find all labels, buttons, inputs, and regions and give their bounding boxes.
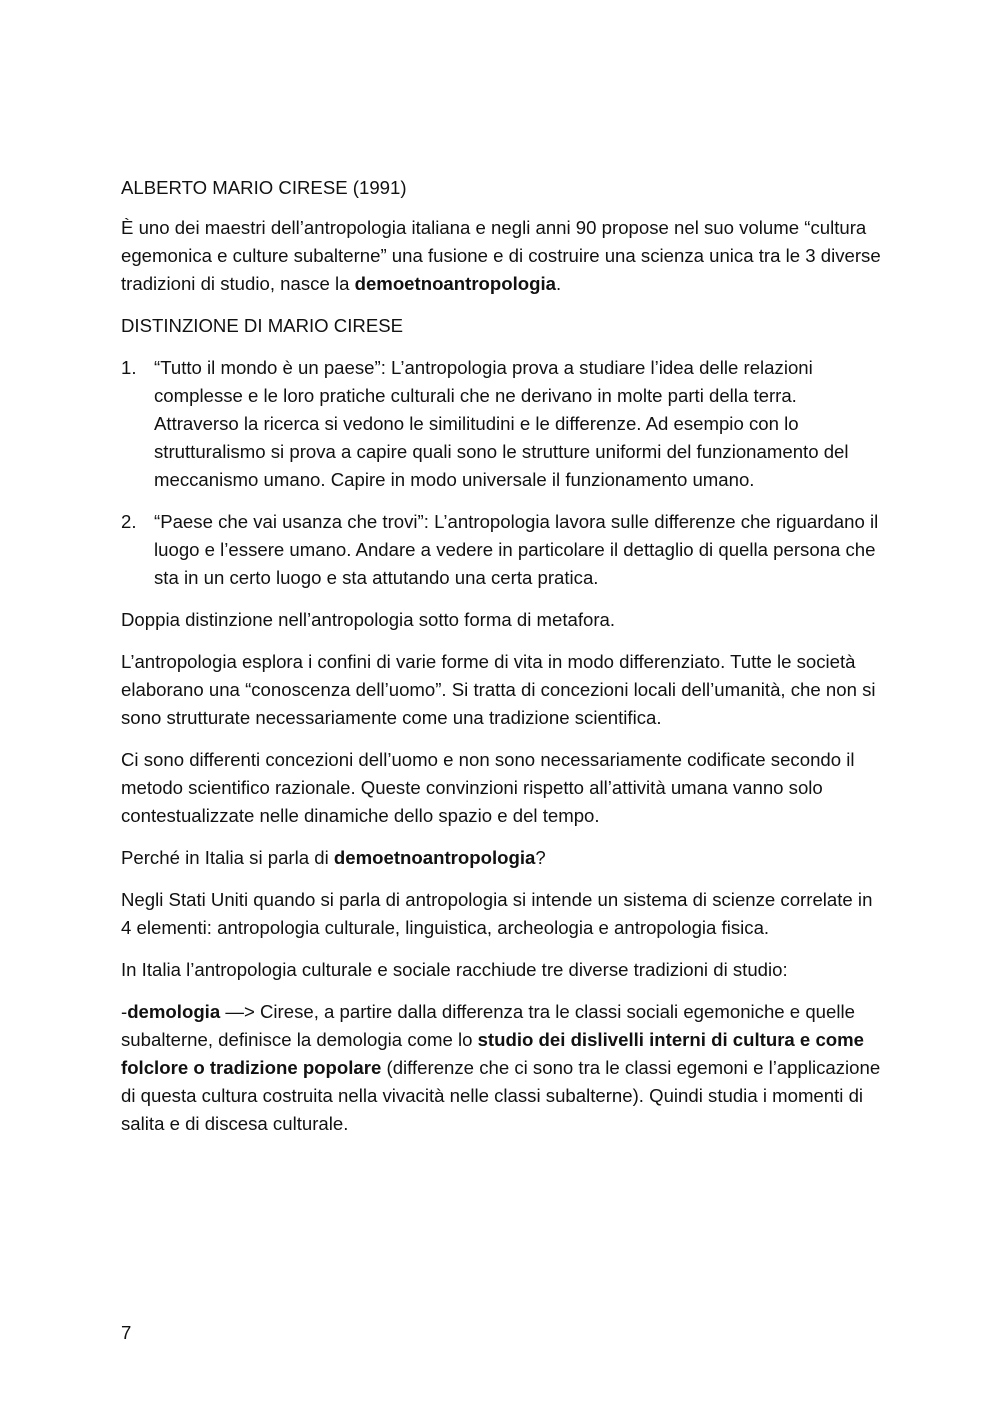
distinction-list: [121, 354, 883, 592]
demologia-prefix: -: [121, 1001, 128, 1022]
demologia-paragraph: [121, 998, 883, 1138]
list-item-number: 1.: [121, 357, 137, 378]
confini-paragraph: L’antropologia esplora i confini di varie forme di vita in modo differenziato. Tutte le società elaborano una “conoscenza dell’uomo”. Si tratta di concezioni locali dell’umanità, che non si sono strutturate necessariamente come una tradizione scientifica.: [121, 651, 876, 728]
concezioni-paragraph: Ci sono differenti concezioni dell’uomo e non sono necessariamente codificate secondo il metodo scientifico razionale. Queste convinzioni rispetto all’attività umana vanno solo contestualizzate nelle dinamiche dello spazio e del tempo.: [121, 749, 855, 826]
demologia-definition: studio dei dislivelli interni di cultura e come folclore o tradizione popolare: [121, 1029, 865, 1078]
list-item: [121, 508, 883, 592]
list-item-text: “Tutto il mondo è un paese”: L’antropologia prova a studiare l’idea delle relazioni complesse e le loro pratiche culturali che ne derivano in molte parti della terra. Attraverso la ricerca si vedono le similitudini e le differenze. Ad esempio con lo strutturalismo si prova a capire quali sono le strutture uniformi del funzionamento del meccanismo umano. Capire in modo universale il funzionamento umano.: [154, 357, 849, 490]
italia-paragraph: In Italia l’antropologia culturale e sociale racchiude tre diverse tradizioni di studio:: [121, 959, 788, 980]
demologia-text: —> Cirese, a partire dalla differenza tra le classi sociali egemoniche e quelle subalterne, definisce la demologia come lo: [121, 1001, 855, 1050]
intro-text-end: .: [556, 273, 562, 294]
page-number: 7: [121, 1322, 132, 1343]
list-item-number: 2.: [121, 511, 137, 532]
document-page: [121, 174, 883, 1152]
metafora-paragraph: Doppia distinzione nell’antropologia sotto forma di metafora.: [121, 609, 616, 630]
question-paragraph: [121, 844, 883, 872]
list-item-text: “Paese che vai usanza che trovi”: L’antropologia lavora sulle differenze che riguardano il luogo e l’essere umano. Andare a vedere in particolare il dettaglio di quella persona che sta in un certo luogo e sta attutando una certa pratica.: [154, 511, 879, 588]
intro-text: È uno dei maestri dell’antropologia italiana e negli anni 90 propose nel suo volume “cultura egemonica e culture subalterne” una fusione e di costruire una scienza unica tra le 3 diverse tradizioni di studio, nasce la: [121, 217, 881, 294]
question-mark: ?: [535, 847, 546, 868]
intro-paragraph: [121, 214, 883, 298]
question-bold-term: demoetnoantropologia: [333, 847, 536, 868]
subheading: DISTINZIONE DI MARIO CIRESE: [121, 315, 404, 336]
section-heading: ALBERTO MARIO CIRESE (1991): [121, 177, 407, 198]
demologia-term: demologia: [127, 1001, 221, 1022]
list-item: [121, 354, 883, 494]
demologia-text-end: (differenze che ci sono tra le classi egemoni e l’applicazione di questa cultura costruita nella vivacità nelle classi subalterne). Quindi studia i momenti di salita e di discesa culturale.: [121, 1057, 881, 1134]
usa-paragraph: Negli Stati Uniti quando si parla di antropologia si intende un sistema di scienze correlate in 4 elementi: antropologia culturale, linguistica, archeologia e antropologia fisica.: [121, 889, 873, 938]
intro-bold-term: demoetnoantropologia: [354, 273, 557, 294]
question-text: Perché in Italia si parla di: [121, 847, 334, 868]
